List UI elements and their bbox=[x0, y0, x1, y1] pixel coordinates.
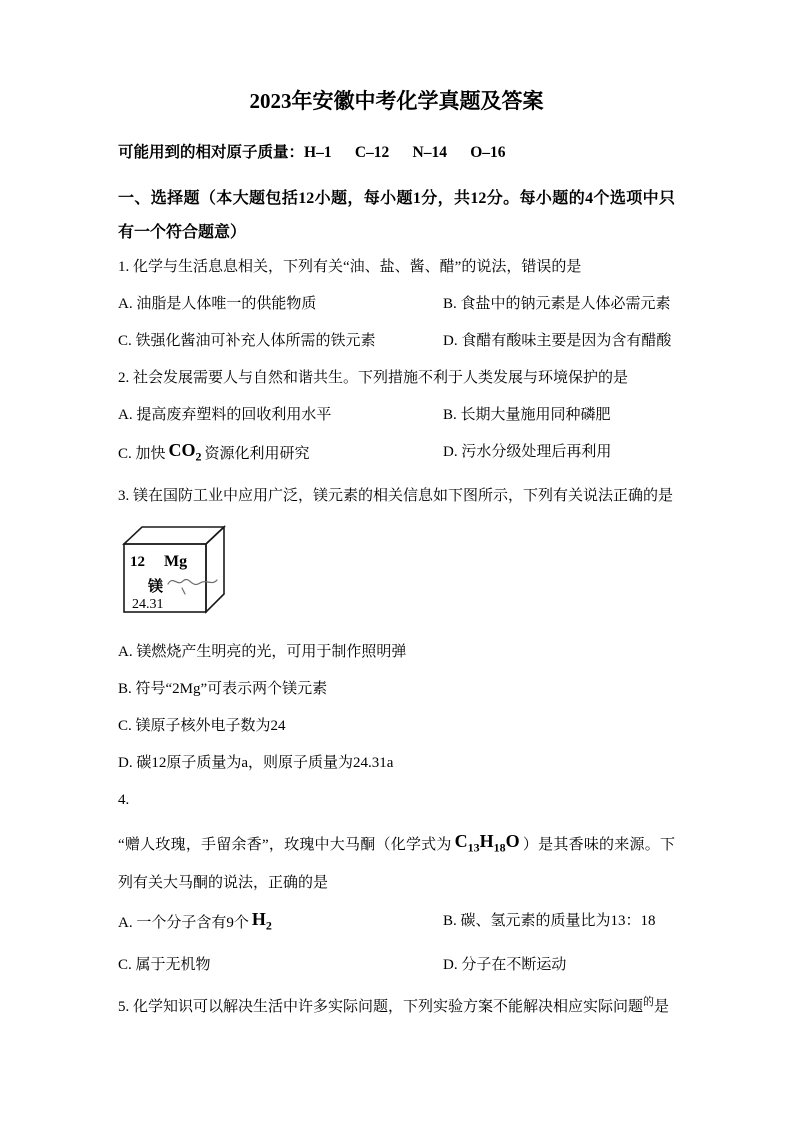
damascone-el1: C bbox=[454, 830, 468, 851]
co2-formula-subscript: 2 bbox=[195, 449, 202, 464]
damascone-el3: O bbox=[505, 830, 520, 851]
question-1-text: 1. 化学与生活息息相关，下列有关“油、盐、酱、醋”的说法，错误的是 bbox=[118, 259, 582, 275]
question-2-option-a: A. 提高废弃塑料的回收利用水平 bbox=[118, 407, 332, 423]
question-1-options-ab bbox=[118, 293, 675, 315]
damascone-formula bbox=[452, 830, 523, 855]
question-4-intro bbox=[118, 826, 675, 901]
question-4-option-c: C. 属于无机物 bbox=[118, 956, 211, 973]
question-4-options-cd bbox=[118, 954, 675, 976]
element-symbol: Mg bbox=[164, 552, 188, 570]
h2-formula-subscript: 2 bbox=[265, 918, 272, 933]
question-5-text-main: 5. 化学知识可以解决生活中许多实际问题，下列实验方案不能解决相应实际问题 bbox=[118, 998, 644, 1015]
question-4 bbox=[118, 789, 675, 976]
h2-formula bbox=[249, 909, 275, 933]
question-1-options-cd bbox=[118, 330, 675, 352]
element-atomic-number: 12 bbox=[130, 553, 145, 570]
question-4-options-ab bbox=[118, 910, 675, 939]
atomic-mass-values: H–1 C–12 N–14 O–16 bbox=[304, 144, 506, 161]
co2-formula-base: CO bbox=[168, 440, 196, 460]
cube-right-face bbox=[206, 527, 224, 612]
magnesium-element-cube-diagram bbox=[120, 522, 238, 616]
h2-formula-base: H bbox=[251, 909, 266, 930]
question-4-option-a-pre: A. 一个分子含有9个 bbox=[118, 915, 249, 932]
question-5-superscript: 的 bbox=[643, 995, 655, 1008]
handwritten-scribble-mark bbox=[168, 579, 217, 594]
question-2-option-c-post: 资源化利用研究 bbox=[204, 446, 310, 462]
damascone-n2: 18 bbox=[493, 840, 506, 855]
question-3-option-d: D. 碳12原子质量为a，则原子质量为24.31a bbox=[118, 754, 394, 771]
question-1 bbox=[118, 256, 675, 352]
question-4-number: 4. bbox=[118, 791, 130, 808]
question-2-option-c bbox=[118, 441, 443, 470]
page-title: 2023年安徽中考化学真题及答案 bbox=[249, 89, 544, 113]
element-cell-figure bbox=[120, 522, 675, 621]
question-4-intro-pre: “赠人玫瑰，手留余香”，玫瑰中大马酮（化学式为 bbox=[118, 836, 452, 853]
atomic-mass-label: 可能用到的相对原子质量： bbox=[118, 144, 305, 161]
question-3-option-a: A. 镁燃烧产生明亮的光，可用于制作照明弹 bbox=[118, 643, 407, 660]
question-5-text bbox=[118, 991, 675, 1018]
question-3 bbox=[118, 485, 675, 774]
question-5-text-tail: 是 bbox=[654, 998, 670, 1015]
question-1-option-d: D. 食醋有酸味主要是因为含有醋酸 bbox=[443, 333, 672, 349]
question-4-option-b: B. 碳、氢元素的质量比为13：18 bbox=[443, 913, 656, 930]
question-1-option-c: C. 铁强化酱油可补充人体所需的铁元素 bbox=[118, 333, 376, 349]
question-1-option-b: B. 食盐中的钠元素是人体必需元素 bbox=[443, 296, 671, 312]
question-3-option-b: B. 符号“2Mg”可表示两个镁元素 bbox=[118, 680, 328, 697]
damascone-n1: 13 bbox=[467, 840, 480, 855]
question-1-option-a: A. 油脂是人体唯一的供能物质 bbox=[118, 296, 317, 312]
question-2-options-ab bbox=[118, 404, 675, 426]
question-2-text: 2. 社会发展需要人与自然和谐共生。下列措施不利于人类发展与环境保护的是 bbox=[118, 370, 629, 386]
section-1-header: 一、选择题（本大题包括12小题，每小题1分，共12分。每小题的4个选项中只有一个符合题意） bbox=[118, 190, 675, 241]
element-relative-mass: 24.31 bbox=[132, 596, 164, 612]
question-2-options-cd bbox=[118, 441, 675, 470]
question-3-option-c: C. 镁原子核外电子数为24 bbox=[118, 717, 286, 734]
question-4-option-d: D. 分子在不断运动 bbox=[443, 956, 567, 973]
question-5 bbox=[118, 991, 675, 1018]
co2-formula bbox=[166, 440, 205, 464]
damascone-el2: H bbox=[479, 830, 494, 851]
question-2 bbox=[118, 367, 675, 470]
question-3-text: 3. 镁在国防工业中应用广泛，镁元素的相关信息如下图所示，下列有关说法正确的是 bbox=[118, 487, 674, 504]
atomic-mass-line bbox=[118, 142, 675, 164]
question-2-option-b: B. 长期大量施用同种磷肥 bbox=[443, 407, 611, 423]
element-name: 镁 bbox=[148, 578, 164, 595]
question-4-option-a bbox=[118, 910, 443, 939]
question-2-option-d: D. 污水分级处理后再利用 bbox=[443, 444, 612, 460]
question-2-option-c-pre: C. 加快 bbox=[118, 446, 166, 462]
question-4-intro-post: ）是其香味的来源。下列有关大马酮的说法，正确的是 bbox=[118, 836, 675, 892]
